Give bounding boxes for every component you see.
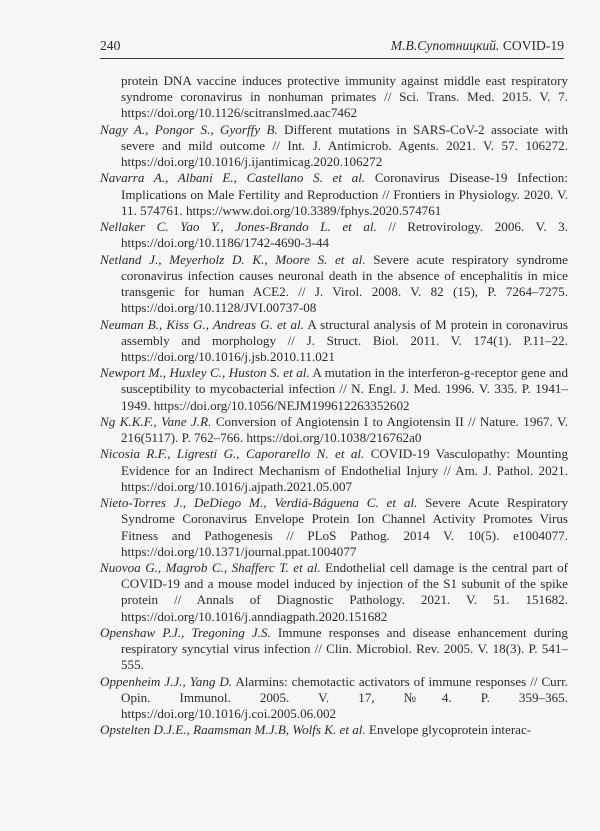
reference-text: Immune responses and disease enhancement during respiratory syncytial virus infection // Clin. Microbiol. Rev. 2005. V. 18(3). P. 541–555. [121,624,568,673]
reference-text: Endothelial cell damage is the central part of COVID-19 and a mouse model induced by injection of the S1 subunit of the spike protein // Annals of Diagnostic Pathology. 2021. V. 51. 151682. https://doi.org/10.1016/j.anndiagpath.2020.151682 [121,560,568,624]
reference-item [100,219,568,251]
reference-authors: Nuovoa G., Magrob C., Shafferc T. et al. [100,560,321,576]
reference-authors: Newport M., Huxley C., Huston S. et al. [100,365,310,381]
page-number: 240 [100,38,121,53]
running-title-text: COVID-19 [502,38,564,53]
reference-item [100,252,568,317]
reference-text: Coronavirus Disease-19 Infection: Implications on Male Fertility and Reproduction // Frontiers in Physiology. 2020. V. 11. 574761. https://www.doi.org/10.3389/fphys.2020.574761 [121,170,568,218]
reference-text: Envelope glycoprotein interac- [365,722,532,738]
reference-authors: Nicosia R.F., Ligresti G., Caporarello N. et al. [100,446,365,462]
reference-authors: Nieto-Torres J., DeDiego M., Verdiá-Báguena C. et al. [100,495,418,511]
reference-text: Alarmins: chemotactic activators of immune responses // Curr. Opin. Immunol. 2005. V. 17, №4. P. 359–365. https://doi.org/10.1016/j.coi.2005.06.002 [121,673,568,722]
reference-authors: Oppenheim J.J., Yang D. [100,673,233,689]
reference-authors: Nagy A., Pongor S., Gyorffy B. [100,121,278,137]
reference-authors: Navarra A., Albani E., Castellano S. et al. [100,170,366,186]
reference-item [100,365,568,414]
reference-text: A structural analysis of M protein in coronavirus assembly and morphology // J. Struct. Biol. 2011. V. 174(1). P.11–22. https://doi.org/10.1016/j.jsb.2010.11.021 [121,316,568,364]
reference-authors: Nellaker C. Yao Y., Jones-Brando L. et al. [100,219,377,235]
reference-item [100,560,568,625]
reference-authors: Neuman B., Kiss G., Andreas G. et al. [100,316,304,332]
reference-list [100,73,568,739]
reference-text: Severe acute respiratory syndrome coronavirus infection causes neuronal death in the absence of encephalitis in mice transgenic for human ACE2. // J. Virol. 2008. V. 82 (15), P. 7264–7275. https://doi.org/10.1128/JVI.00737-08 [121,251,568,316]
reference-text: Severe Acute Respiratory Syndrome Coronavirus Envelope Protein Ion Channel Activity Promotes Virus Fitness and Pathogenesis // PLoS Pathog. 2014 V. 10(5). e1004077. https://doi.org/10.1371/journal.ppat.1004077 [121,495,569,559]
reference-item [100,317,568,366]
running-title-author: М.В.Супотницкий. [390,38,500,53]
reference-item [100,446,568,495]
reference-text: COVID-19 Vasculopathy: Mounting Evidence for an Indirect Mechanism of Endothelial Injury // Am. J. Pathol. 2021. https://doi.org/10.1016/j.ajpath.2021.05.007 [121,446,568,494]
header-rule [100,58,564,59]
reference-authors: Netland J., Meyerholz D. K., Moore S. et al. [100,251,366,267]
reference-authors: Openshaw P.J., Tregoning J.S. [100,624,271,640]
reference-text: A mutation in the interferon-g-receptor gene and susceptibility to mycobacterial infection // N. Engl. J. Med. 1996. V. 335. P. 1941–1949. https://doi.org/10.1056/NEJM199612263352602 [121,365,568,413]
reference-item [100,722,568,738]
reference-item [100,674,568,723]
reference-text: Conversion of Angiotensin I to Angiotensin II // Nature. 1967. V. 216(5117). P. 762–766. https://doi.org/10.1038/216762a0 [121,413,569,446]
reference-text: Different mutations in SARS-CoV-2 associate with severe and mild outcome // Int. J. Antimicrob. Agents. 2021. V. 57. 106272. https://doi.org/10.1016/j.ijantimicag.2020.106272 [121,121,568,170]
reference-authors: Opstelten D.J.E., Raamsman M.J.B, Wolfs K. et al. [100,722,366,738]
reference-item [100,625,568,674]
reference-item [100,170,568,219]
running-header [100,38,564,60]
reference-text: // Retrovirology. 2006. V. 3. https://doi.org/10.1186/1742-4690-3-44 [121,219,568,251]
reference-item [100,73,568,122]
reference-item [100,495,568,560]
running-title [391,38,564,54]
reference-text: protein DNA vaccine induces protective immunity against middle east respiratory syndrome coronavirus in nonhuman primates // Sci. Trans. Med. 2015. V. 7. https://doi.org/10.1126/scitranslmed.aac7462 [121,73,568,121]
reference-item [100,414,568,446]
reference-authors: Ng K.K.F., Vane J.R. [100,413,212,429]
reference-item [100,122,568,171]
